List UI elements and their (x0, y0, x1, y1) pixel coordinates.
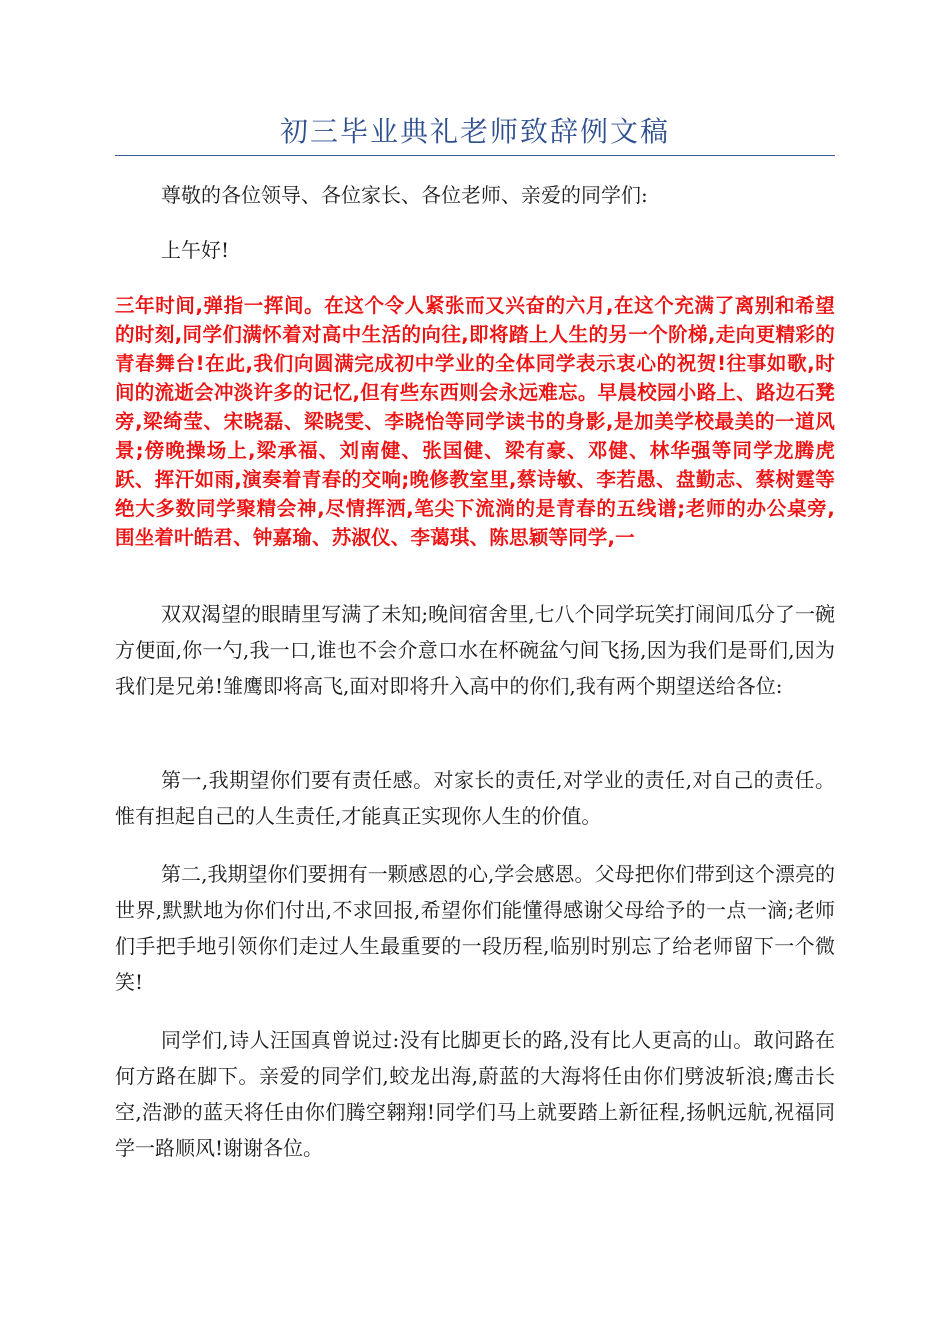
salutation: 尊敬的各位领导、各位家长、各位老师、亲爱的同学们: (161, 183, 648, 207)
document-title: 初三毕业典礼老师致辞例文稿 (279, 115, 670, 148)
body-paragraph-3: 第二,我期望你们要拥有一颗感恩的心,学会感恩。父母把你们带到这个漂亮的世界,默默地为你们付出,不求回报,希望你们能懂得感谢父母给予的一点一滴;老师们手把手地引领你们走过人生最重要的一段历程,临别时别忘了给老师留下一个微笑! (115, 862, 835, 994)
body-paragraph-1: 双双渴望的眼睛里写满了未知;晚间宿舍里,七八个同学玩笑打闹间瓜分了一碗方便面,你一勺,我一口,谁也不会介意口水在杯碗盆勺间飞扬,因为我们是哥们,因为我们是兄弟!雏鹰即将高飞,面对即将升入高中的你们,我有两个期望送给各位: (115, 602, 835, 698)
title-underline (115, 155, 835, 156)
body-paragraph-4: 同学们,诗人汪国真曾说过:没有比脚更长的路,没有比人更高的山。敢问路在何方路在脚下。亲爱的同学们,蛟龙出海,蔚蓝的大海将任由你们劈波斩浪;鹰击长空,浩渺的蓝天将任由你们腾空翱翔!同学们马上就要踏上新征程,扬帆远航,祝福同学一路顺风!谢谢各位。 (115, 1028, 835, 1160)
greeting: 上午好! (161, 238, 230, 262)
highlight-paragraph: 三年时间,弹指一挥间。在这个令人紧张而又兴奋的六月,在这个充满了离别和希望的时刻,同学们满怀着对高中生活的向往,即将踏上人生的另一个阶梯,走向更精彩的青春舞台!在此,我们向圆满完成初中学业的全体同学表示衷心的祝贺!往事如歌,时间的流逝会冲淡许多的记忆,但有些东西则会永远难忘。早晨校园小路上、路边石凳旁,梁绮莹、宋晓磊、梁晓雯、李晓怡等同学读书的身影,是加美学校最美的一道风景;傍晚操场上,梁承福、刘南健、张国健、梁有豪、邓健、林华强等同学龙腾虎跃、挥汗如雨,演奏着青春的交响;晚修教室里,蔡诗敏、李若愚、盘勤志、蔡树霆等绝大多数同学聚精会神,尽情挥洒,笔尖下流淌的是青春的五线谱;老师的办公桌旁,围坐着叶皓君、钟嘉瑜、苏淑仪、李蔼琪、陈思颖等同学,一 (115, 294, 835, 549)
body-paragraph-2: 第一,我期望你们要有责任感。对家长的责任,对学业的责任,对自己的责任。惟有担起自己的人生责任,才能真正实现你人生的价值。 (115, 768, 835, 828)
